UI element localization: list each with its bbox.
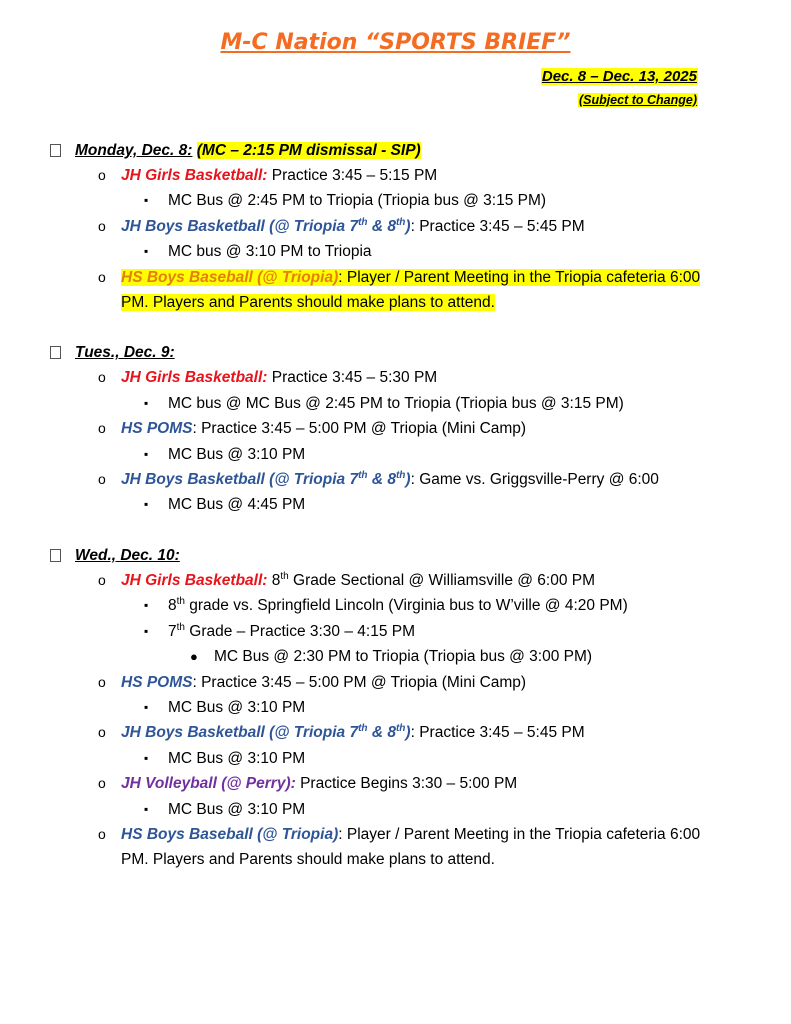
event-text: MC Bus @ 3:10 PM: [168, 445, 306, 463]
colon: :: [262, 167, 268, 184]
list-item: [0, 822, 791, 873]
event-text: : Practice 3:45 – 5:45 PM: [410, 217, 585, 235]
day-monday: [0, 138, 791, 163]
event-text: MC Bus @ 3:10 PM: [168, 749, 306, 767]
list-item: [0, 619, 791, 644]
event-text: MC Bus @ 4:45 PM: [168, 496, 306, 514]
square-bullet-icon: ▪: [144, 801, 149, 816]
square-bullet-icon: ▪: [144, 395, 149, 410]
team-name: JH Girls Basketball: [121, 571, 263, 589]
event-text: Practice Begins 3:30 – 5:00 PM: [295, 775, 518, 793]
day-label: Tues., Dec. 9:: [75, 344, 175, 362]
list-item: [0, 720, 791, 745]
event-text: : Practice 3:45 – 5:00 PM @ Triopia (Mini Camp): [192, 420, 527, 438]
team-name: HS POMS: [121, 420, 193, 438]
event-text: : Game vs. Griggsville-Perry @ 6:00: [410, 471, 659, 489]
event-text: : Practice 3:45 – 5:45 PM: [410, 724, 585, 742]
list-item: [0, 265, 791, 316]
list-item: [0, 695, 791, 720]
team-name: JH Boys Basketball (@ Triopia 7th & 8th): [121, 216, 411, 235]
day-label: Monday, Dec. 8:: [75, 142, 193, 159]
team-name: HS Boys Baseball (@ Triopia): [121, 825, 339, 843]
event-text: : Practice 3:45 – 5:00 PM @ Triopia (Mini Camp): [192, 673, 527, 691]
team-name: JH Boys Basketball (@ Triopia 7th & 8th): [121, 723, 411, 742]
list-item: [0, 670, 791, 695]
dot-bullet-icon: ●: [190, 649, 198, 665]
event-text: MC Bus @ 2:45 PM to Triopia (Triopia bus @ 3:15 PM): [168, 192, 547, 210]
circle-bullet-icon: o: [98, 268, 106, 285]
event-text: : Player / Parent Meeting in the Triopia cafeteria 6:00 PM. Players and Parents should make plans to attend.: [121, 268, 701, 312]
square-bullet-icon: ▪: [144, 244, 149, 259]
list-item: [0, 492, 791, 517]
team-name: JH Girls Basketball: [121, 167, 263, 184]
list-item: [0, 163, 791, 188]
colon: :: [262, 571, 268, 589]
team-name: JH Girls Basketball: [121, 369, 263, 387]
square-bullet-icon: ▪: [144, 193, 149, 208]
circle-bullet-icon: o: [98, 571, 106, 588]
event-text: MC Bus @ 2:30 PM to Triopia (Triopia bus @ 3:00 PM): [214, 648, 593, 666]
event-text: MC bus @ MC Bus @ 2:45 PM to Triopia (Triopia bus @ 3:15 PM): [168, 394, 624, 412]
event-text: MC Bus @ 3:10 PM: [168, 698, 306, 716]
event-text: 8th Grade Sectional @ Williamsville @ 6:00 PM: [267, 570, 596, 589]
team-name: JH Boys Basketball (@ Triopia 7th & 8th): [121, 469, 411, 489]
square-bullet-icon: ▪: [144, 598, 149, 613]
circle-bullet-icon: o: [98, 471, 106, 488]
list-item: [0, 239, 791, 264]
list-item: [0, 746, 791, 771]
circle-bullet-icon: o: [98, 825, 106, 842]
event-text: Practice 3:45 – 5:30 PM: [267, 369, 438, 387]
team-name: JH Volleyball (@ Perry): [121, 775, 291, 793]
circle-bullet-icon: o: [98, 420, 106, 437]
event-text: 7th Grade – Practice 3:30 – 4:15 PM: [168, 621, 416, 640]
list-item: [0, 771, 791, 796]
document-title: M-C Nation “SPORTS BRIEF”: [220, 30, 571, 55]
list-item: [0, 797, 791, 822]
day-label: Wed., Dec. 10:: [75, 546, 180, 564]
subject-to-change-note: (Subject to Change): [578, 93, 697, 107]
event-text: 8th grade vs. Springfield Lincoln (Virginia bus to W’ville @ 4:20 PM): [168, 596, 628, 615]
square-bullet-icon: ▪: [144, 446, 149, 461]
event-text: MC Bus @ 3:10 PM: [168, 800, 306, 818]
event-text: Practice 3:45 – 5:15 PM: [267, 167, 438, 184]
checkbox-icon: [50, 346, 61, 359]
circle-bullet-icon: o: [98, 369, 106, 386]
circle-bullet-icon: o: [98, 217, 106, 234]
date-range: Dec. 8 – Dec. 13, 2025: [541, 68, 697, 85]
square-bullet-icon: ▪: [144, 497, 149, 512]
circle-bullet-icon: o: [98, 775, 106, 792]
list-item: [0, 416, 791, 441]
checkbox-icon: [50, 549, 61, 562]
square-bullet-icon: ▪: [144, 623, 149, 638]
square-bullet-icon: ▪: [144, 699, 149, 714]
circle-bullet-icon: o: [98, 167, 106, 183]
schedule: [0, 138, 791, 873]
day-wednesday: [0, 543, 791, 568]
circle-bullet-icon: o: [98, 673, 106, 690]
list-item: [0, 365, 791, 390]
list-item: [0, 188, 791, 213]
event-text: : Player / Parent Meeting in the Triopia cafeteria 6:00 PM. Players and Parents should make plans to attend.: [121, 825, 701, 869]
list-item: [0, 442, 791, 467]
list-item: [0, 467, 791, 492]
team-name: HS POMS: [121, 673, 193, 691]
checkbox-icon: [50, 144, 61, 157]
colon: :: [262, 369, 268, 387]
list-item: [0, 391, 791, 416]
list-item: [0, 644, 791, 669]
colon: :: [290, 775, 296, 793]
team-name: HS Boys Baseball (@ Triopia): [121, 268, 339, 286]
list-item: [0, 568, 791, 593]
circle-bullet-icon: o: [98, 724, 106, 741]
event-text: MC bus @ 3:10 PM to Triopia: [168, 243, 372, 261]
list-item: [0, 593, 791, 618]
list-item: [0, 214, 791, 239]
dismissal-note: (MC – 2:15 PM dismissal - SIP): [196, 142, 421, 159]
day-tuesday: [0, 340, 791, 365]
square-bullet-icon: ▪: [144, 750, 149, 765]
